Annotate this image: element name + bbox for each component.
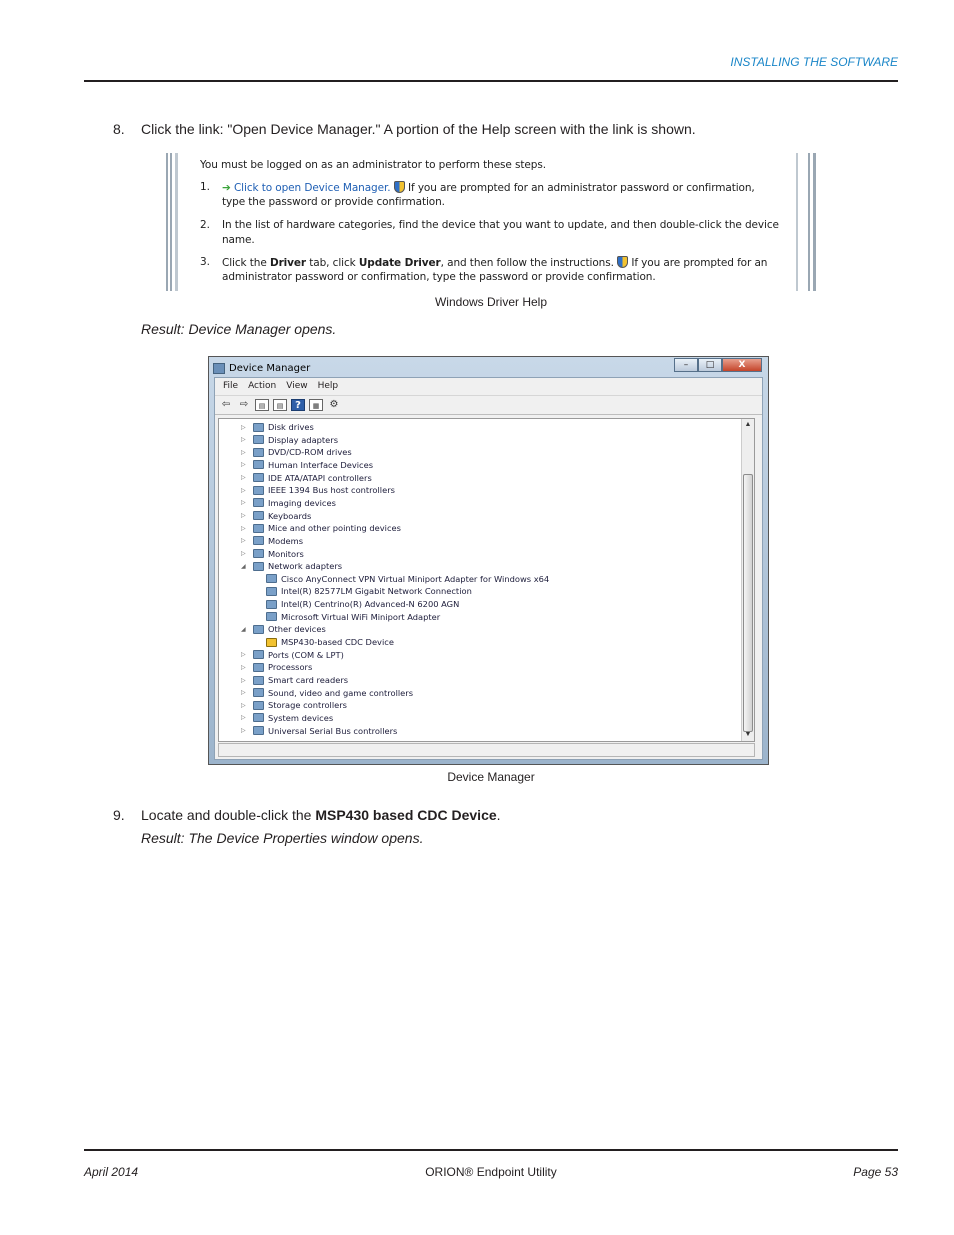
back-arrow-icon[interactable]: ⇦ <box>221 399 231 410</box>
device-icon <box>253 435 264 444</box>
device-item[interactable] <box>254 585 472 597</box>
expand-arrow-icon[interactable]: ▷ <box>241 436 246 444</box>
help-item-3-a: Click the <box>222 257 267 269</box>
device-icon <box>266 612 277 621</box>
device-category[interactable] <box>241 434 338 446</box>
help-right-scrollbar <box>796 153 816 291</box>
help-left-border <box>166 153 178 291</box>
expand-arrow-icon[interactable]: ▷ <box>241 474 246 482</box>
window-controls <box>674 358 762 372</box>
device-icon <box>253 486 264 495</box>
expand-arrow-icon[interactable]: ▷ <box>241 461 246 469</box>
device-manager-window <box>208 356 769 765</box>
device-category[interactable] <box>241 484 395 496</box>
help-item-1-rest: If you are prompted for an administrator password or confirmation, <box>407 182 755 194</box>
view-icon[interactable]: ▤ <box>273 399 287 411</box>
scan-hardware-icon[interactable]: ⚙ <box>329 399 339 410</box>
device-category[interactable] <box>241 548 304 560</box>
device-icon <box>253 473 264 482</box>
device-icon <box>253 726 264 735</box>
expand-arrow-icon[interactable]: ▷ <box>241 537 246 545</box>
device-item[interactable] <box>254 573 549 585</box>
uac-shield-icon <box>394 181 405 193</box>
footer-rule <box>84 1149 898 1151</box>
help-screenshot <box>166 153 816 291</box>
expand-arrow-icon[interactable]: ▷ <box>241 486 246 494</box>
device-label: Storage controllers <box>268 700 348 711</box>
device-label: Intel(R) 82577LM Gigabit Network Connection <box>281 586 472 597</box>
device-label: Monitors <box>268 548 304 559</box>
step-text <box>141 806 501 824</box>
device-label: Other devices <box>268 624 326 635</box>
help-icon[interactable]: ? <box>291 399 305 411</box>
step-number: 9. <box>113 807 125 823</box>
help-item-1-line-2: type the password or provide confirmation. <box>222 196 445 208</box>
properties-icon[interactable]: ▤ <box>255 399 269 411</box>
expand-arrow-icon[interactable]: ▷ <box>241 676 246 684</box>
device-item[interactable] <box>254 598 459 610</box>
expand-arrow-icon[interactable]: ▷ <box>241 651 246 659</box>
menu-action[interactable]: Action <box>248 381 277 391</box>
help-item-3-line-2: administrator password or confirmation, type the password or provide confirmation. <box>222 271 656 283</box>
step-9-text-before: Locate and double-click the <box>141 807 316 823</box>
device-label: Microsoft Virtual WiFi Miniport Adapter <box>281 611 441 622</box>
expand-arrow-icon[interactable]: ▷ <box>241 423 246 431</box>
help-item-1-number: 1. <box>200 181 210 193</box>
help-item-2-line-2: name. <box>222 234 255 246</box>
device-category[interactable] <box>241 674 348 686</box>
device-category[interactable] <box>241 497 336 509</box>
device-category[interactable] <box>241 560 342 572</box>
scroll-down-arrow-icon[interactable]: ▼ <box>744 731 752 738</box>
minimize-button[interactable]: – <box>674 358 698 372</box>
maximize-button[interactable]: □ <box>698 358 722 372</box>
device-label: Modems <box>268 535 304 546</box>
device-icon <box>253 713 264 722</box>
expand-arrow-icon[interactable]: ▷ <box>241 689 246 697</box>
device-icon <box>253 549 264 558</box>
device-category[interactable] <box>241 699 347 711</box>
close-button[interactable]: X <box>722 358 762 372</box>
uac-shield-icon <box>617 256 628 268</box>
device-manager-app-icon <box>213 363 225 374</box>
device-icon <box>253 625 264 634</box>
device-icon <box>266 600 277 609</box>
help-item-3-c: , and then follow the instructions. <box>440 257 614 269</box>
device-category[interactable] <box>241 712 333 724</box>
device-icon <box>253 448 264 457</box>
device-label: Human Interface Devices <box>268 459 374 470</box>
result-device-properties-opens: Result: The Device Properties window opens. <box>141 830 424 846</box>
device-label: Universal Serial Bus controllers <box>268 725 398 736</box>
help-update-driver-label: Update Driver <box>358 257 441 269</box>
step-number: 8. <box>113 121 125 137</box>
device-category[interactable] <box>241 687 413 699</box>
device-tree <box>218 418 755 742</box>
help-item-3-b: tab, click <box>309 257 356 269</box>
device-category[interactable] <box>241 623 326 635</box>
device-label: Smart card readers <box>268 675 349 685</box>
device-icon <box>266 574 277 583</box>
caption-device-manager: Device Manager <box>447 770 535 784</box>
device-category[interactable] <box>241 472 372 484</box>
menu-file[interactable]: File <box>223 381 239 391</box>
forward-arrow-icon[interactable]: ⇨ <box>239 399 249 410</box>
device-category[interactable] <box>241 446 352 458</box>
help-item-3-d: If you are prompted for an <box>631 257 768 269</box>
help-item-3-line-1 <box>222 256 767 269</box>
device-label: Keyboards <box>268 510 312 521</box>
vertical-scrollbar[interactable] <box>741 419 754 741</box>
expand-arrow-icon[interactable]: ▷ <box>241 714 246 722</box>
device-item[interactable] <box>254 611 440 623</box>
footer-product: ORION® Endpoint Utility <box>425 1165 557 1179</box>
device-icon <box>253 498 264 507</box>
device-category[interactable] <box>241 510 311 522</box>
help-item-2-line-1: In the list of hardware categories, find the device that you want to update, and then double-click the device <box>222 219 779 231</box>
device-label: IEEE 1394 Bus host controllers <box>268 485 395 496</box>
device-label: Processors <box>268 662 313 673</box>
collapse-arrow-icon[interactable]: ◢ <box>241 562 246 570</box>
device-icon <box>253 688 264 697</box>
scroll-thumb[interactable] <box>743 474 753 732</box>
device-icon <box>266 587 277 596</box>
step-text: Click the link: "Open Device Manager." A portion of the Help screen with the link is shown. <box>141 121 696 137</box>
device-category[interactable] <box>241 661 312 673</box>
device-label: Cisco AnyConnect VPN Virtual Miniport Adapter for Windows x64 <box>281 573 550 584</box>
warning-device-icon <box>266 638 277 647</box>
expand-arrow-icon[interactable]: ▷ <box>241 512 246 520</box>
device-item[interactable] <box>254 636 394 648</box>
expand-arrow-icon[interactable]: ▷ <box>241 701 246 709</box>
expand-arrow-icon[interactable]: ▷ <box>241 727 246 735</box>
help-driver-tab-label: Driver <box>269 257 306 269</box>
toolbar <box>215 395 762 415</box>
device-label: Mice and other pointing devices <box>268 523 401 534</box>
help-item-3-number: 3. <box>200 256 210 268</box>
header-rule <box>84 80 898 82</box>
device-label: Network adapters <box>268 561 343 572</box>
device-icon <box>253 536 264 545</box>
help-item-1 <box>222 181 755 194</box>
device-label: MSP430-based CDC Device <box>281 637 394 648</box>
device-category[interactable] <box>241 725 397 737</box>
device-icon <box>253 701 264 710</box>
device-category[interactable] <box>241 522 401 534</box>
step-9-device-name: MSP430 based CDC Device <box>315 807 497 823</box>
collapse-arrow-icon[interactable]: ◢ <box>241 625 246 633</box>
expand-arrow-icon[interactable]: ▷ <box>241 663 246 671</box>
device-category[interactable] <box>241 421 314 433</box>
window-title: Device Manager <box>229 362 311 374</box>
device-category[interactable] <box>241 459 373 471</box>
scroll-up-arrow-icon[interactable]: ▲ <box>744 421 752 428</box>
expand-arrow-icon[interactable]: ▷ <box>241 448 246 456</box>
device-label: Display adapters <box>268 434 339 445</box>
menu-help[interactable]: Help <box>317 381 339 391</box>
device-label: IDE ATA/ATAPI controllers <box>268 472 372 483</box>
result-device-manager-opens: Result: Device Manager opens. <box>141 321 337 337</box>
device-icon <box>253 460 264 469</box>
device-icon <box>253 423 264 432</box>
device-label: Imaging devices <box>268 497 336 508</box>
device-label: Intel(R) Centrino(R) Advanced-N 6200 AGN <box>281 599 460 610</box>
green-arrow-icon: ➔ <box>222 182 231 194</box>
menu-view[interactable]: View <box>286 381 308 391</box>
expand-arrow-icon[interactable]: ▷ <box>241 524 246 532</box>
device-label: Disk drives <box>268 422 314 432</box>
device-label: Ports (COM & LPT) <box>268 649 344 660</box>
device-icon <box>253 524 264 533</box>
footer-date: April 2014 <box>84 1165 139 1179</box>
footer-page-number: Page 53 <box>853 1165 898 1179</box>
device-icon <box>253 676 264 685</box>
device-category[interactable] <box>241 535 303 547</box>
step-9-text-after: . <box>496 807 501 823</box>
window-title-bar <box>213 359 310 377</box>
device-icon <box>253 511 264 520</box>
expand-arrow-icon[interactable]: ▷ <box>241 499 246 507</box>
device-icon <box>253 650 264 659</box>
help-intro: You must be logged on as an administrator to perform these steps. <box>200 159 546 171</box>
caption-windows-driver-help: Windows Driver Help <box>434 295 548 309</box>
window-client-area <box>214 377 763 760</box>
help-item-2-number: 2. <box>200 219 210 231</box>
menu-bar <box>215 378 762 394</box>
running-header: INSTALLING THE SOFTWARE <box>730 55 898 69</box>
device-label: Sound, video and game controllers <box>268 687 414 698</box>
device-icon <box>253 663 264 672</box>
open-device-manager-link[interactable]: Click to open Device Manager. <box>233 182 391 194</box>
device-label: System devices <box>268 712 334 723</box>
expand-arrow-icon[interactable]: ▷ <box>241 550 246 557</box>
device-icon <box>253 562 264 571</box>
details-icon[interactable]: ▦ <box>309 399 323 411</box>
device-label: DVD/CD-ROM drives <box>268 447 352 458</box>
device-category[interactable] <box>241 649 344 661</box>
status-bar <box>218 743 755 757</box>
